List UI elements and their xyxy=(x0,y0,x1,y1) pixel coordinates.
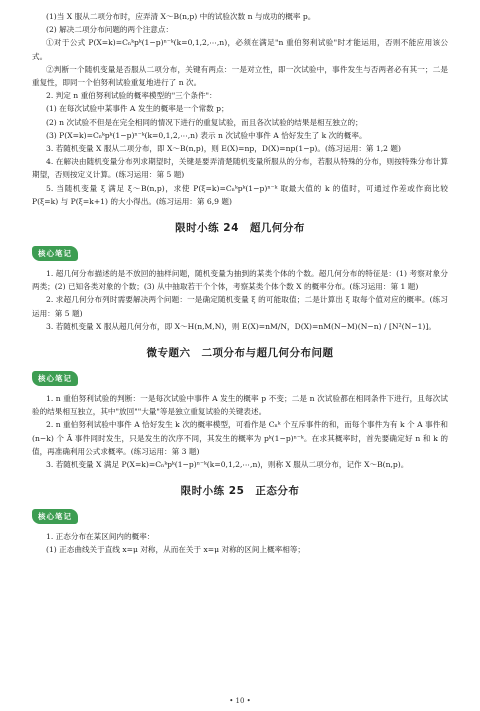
paragraph: 5. 当随机变量 ξ 满足 ξ～B(n,p)，求使 P(ξ=k)=Cₙᵏpᵏ(1−p)ⁿ⁻ᵏ 取最大值的 k 的值时，可通过作差或作商比较 P(ξ=k) 与 P(ξ=k+1) 的大小得出。(练习运用：第 6,9 题) xyxy=(32,183,448,206)
paragraph: 3. 若随机变量 X 服从二项分布，即 X～B(n,p)，则 E(X)=np，D(X)=np(1−p)。(练习运用：第 1,2 题) xyxy=(46,144,401,154)
core-notes-badge: 核心笔记 xyxy=(32,509,78,524)
page-number: • 10 • xyxy=(229,697,251,705)
paragraph: 3. 若随机变量 X 服从超几何分布，即 X～H(n,M,N)，则 E(X)=nM/N，D(X)=nM(N−M)(N−n) / [N²(N−1)]。 xyxy=(46,321,436,331)
paragraph: 2. n 重伯努利试验中事件 A 恰好发生 k 次的概率模型，可看作是 Cₙᵏ 个互斥事件的和，而每个事件为有 k 个 A 事件和 (n−k) 个 Ā 事件同时发生，只是发生的次序不同，其发生的概率为 pᵏ(1−p)ⁿ⁻ᵏ。在求其概率时，首先要确定好 n 和 k 的值，再准确利用公式求概率。(练习运用：第 3 题) xyxy=(32,420,448,456)
paragraph: 1. 正态分布在某区间内的概率： xyxy=(46,532,155,542)
paragraph: (2) 解决二项分布问题的两个注意点： xyxy=(46,25,174,35)
core-notes-badge: 核心笔记 xyxy=(32,246,78,261)
paragraph: (1)当 X 服从二项分布时，应弄清 X～B(n,p) 中的试验次数 n 与成功的概率 p。 xyxy=(46,12,316,21)
section-title: 限时小练 24 超几何分布 xyxy=(175,222,305,235)
section-24 xyxy=(32,220,448,333)
paragraph: ①对于公式 P(X=k)=Cₙᵏpᵏ(1−p)ⁿ⁻ᵏ(k=0,1,2,⋯,n)，必须在满足"n 重伯努利试验"时才能运用，否则不能应用该公式。 xyxy=(32,38,448,61)
special-topic-6 xyxy=(32,345,448,471)
paragraph: 2. 求超几何分布列时需要解决两个问题：一是确定随机变量 ξ 的可能取值；二是计算出 ξ 取每个值对应的概率。(练习运用：第 5 题) xyxy=(32,295,448,318)
paragraph: ②判断一个随机变量是否服从二项分布，关键有两点：一是对立性，即一次试验中，事件发生与否两者必有其一；二是重复性，即同一个伯努利试验重复地进行了 n 次。 xyxy=(32,64,448,88)
paragraph: (2) n 次试验不但是在完全相同的情况下进行的重复试验，而且各次试验的结果是相互独立的； xyxy=(46,117,363,127)
paragraph: (1) 正态曲线关于直线 x=μ 对称，从而在关于 x=μ 对称的区间上概率相等； xyxy=(46,545,306,555)
paragraph: (1) 在每次试验中某事件 A 发生的概率是一个常数 p； xyxy=(46,104,229,114)
core-notes-badge: 核心笔记 xyxy=(32,371,78,386)
paragraph: 1. n 重伯努利试验的判断：一是每次试验中事件 A 发生的概率 p 不变；二是 n 次试验都在相同条件下进行，且每次试验的结果相互独立，其中"放回""大量"等是独立重复试验的关键表述。 xyxy=(32,394,448,417)
binomial-notes-block xyxy=(32,10,448,208)
paragraph: 1. 超几何分布描述的是不放回的抽样问题，随机变量为抽到的某类个体的个数。超几何分布的特征是：(1) 考察对象分两类；(2) 已知各类对象的个数；(3) 从中抽取若干个个体，考察某类个体个数 X 的概率分布。(练习运用：第 1 题) xyxy=(32,269,448,292)
paragraph: 4. 在解决由随机变量分布列求期望时，关键是要弄清楚随机变量所服从的分布，若服从特殊的分布，则按特殊分布计算期望，否则按定义计算。(练习运用：第 5 题) xyxy=(32,157,448,180)
section-title: 微专题六 二项分布与超几何分布问题 xyxy=(146,347,334,360)
paragraph: (3) P(X=k)=Cₙᵏpᵏ(1−p)ⁿ⁻ᵏ(k=0,1,2,⋯,n) 表示 n 次试验中事件 A 恰好发生了 k 次的概率。 xyxy=(46,130,367,140)
section-25 xyxy=(32,483,448,556)
paragraph: 3. 若随机变量 X 满足 P(X=k)=Cₙᵏpᵏ(1−p)ⁿ⁻ᵏ(k=0,1,2,⋯,n)，则称 X 服从二项分布，记作 X～B(n,p)。 xyxy=(46,460,409,470)
section-title: 限时小练 25 正态分布 xyxy=(180,485,300,498)
paragraph: 2. 判定 n 重伯努利试验的概率模型的"三个条件"： xyxy=(46,91,217,101)
